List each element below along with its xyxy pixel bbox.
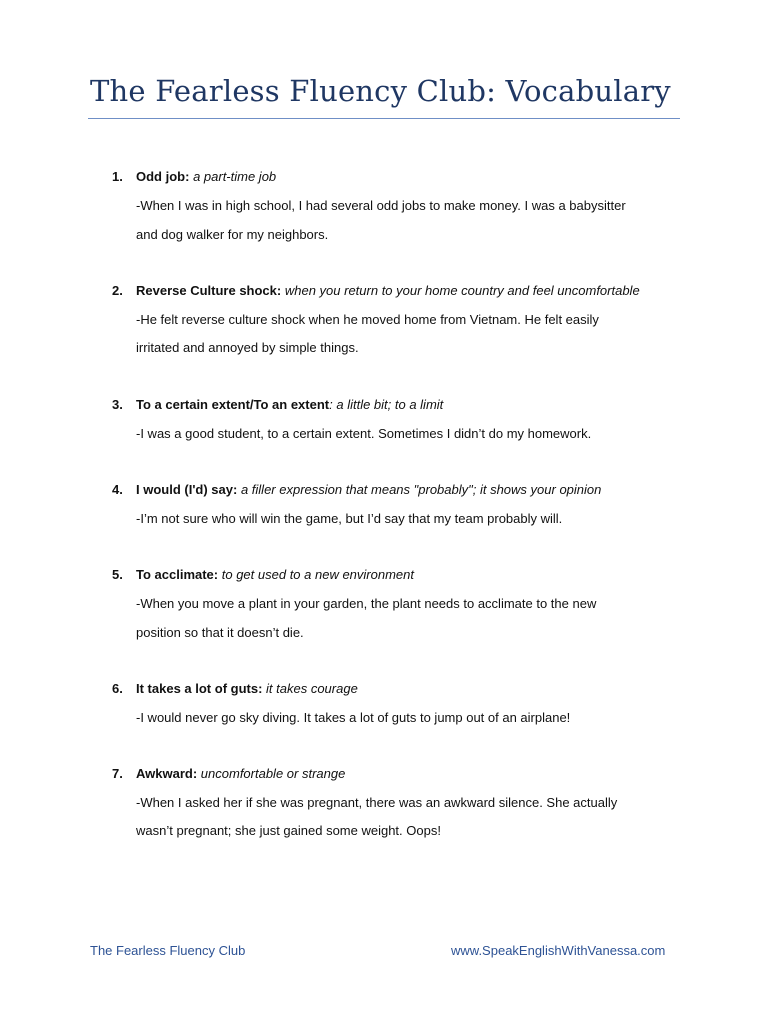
item-number: 4. [112,482,123,497]
item-number: 3. [112,397,123,412]
example-line: -I was a good student, to a certain extent. Sometimes I didn’t do my homework. [136,426,592,441]
vocab-term: To acclimate: [136,567,219,582]
page-title: The Fearless Fluency Club: Vocabulary [90,74,671,108]
example-line: position so that it doesn’t die. [136,625,304,640]
vocab-term: I would (I'd) say: [136,482,238,497]
vocab-term: It takes a lot of guts: [136,681,263,696]
vocab-term: Odd job: [136,169,190,184]
example-line: -When I was in high school, I had several odd jobs to make money. I was a babysitter [136,198,626,213]
vocab-definition: uncomfortable or strange [200,766,346,781]
vocab-definition: a filler expression that means "probably"; it shows your opinion [240,482,602,497]
vocab-definition: a part-time job [193,169,277,184]
footer-club-name: The Fearless Fluency Club [90,943,246,958]
vocab-term: Reverse Culture shock: [136,283,282,298]
example-line: irritated and annoyed by simple things. [136,340,359,355]
vocab-definition: when you return to your home country and feel uncomfortable [284,283,640,298]
example-line: wasn’t pregnant; she just gained some weight. Oops! [136,823,441,838]
title-underline [88,118,680,119]
vocab-term: To a certain extent/To an extent [136,397,330,412]
example-line: -I would never go sky diving. It takes a lot of guts to jump out of an airplane! [136,710,571,725]
vocab-term: Awkward: [136,766,198,781]
item-number: 1. [112,169,123,184]
example-line: -When I asked her if she was pregnant, there was an awkward silence. She actually [136,795,618,810]
vocab-definition: : a little bit; to a limit [329,397,444,412]
item-number: 7. [112,766,123,781]
footer-website: www.SpeakEnglishWithVanessa.com [451,943,666,958]
vocab-definition: to get used to a new environment [221,567,414,582]
example-line: -I’m not sure who will win the game, but I’d say that my team probably will. [136,511,563,526]
example-line: -He felt reverse culture shock when he moved home from Vietnam. He felt easily [136,312,599,327]
example-line: -When you move a plant in your garden, the plant needs to acclimate to the new [136,596,597,611]
example-line: and dog walker for my neighbors. [136,227,329,242]
item-number: 2. [112,283,123,298]
item-number: 6. [112,681,123,696]
item-number: 5. [112,567,123,582]
vocab-definition: it takes courage [266,681,358,696]
